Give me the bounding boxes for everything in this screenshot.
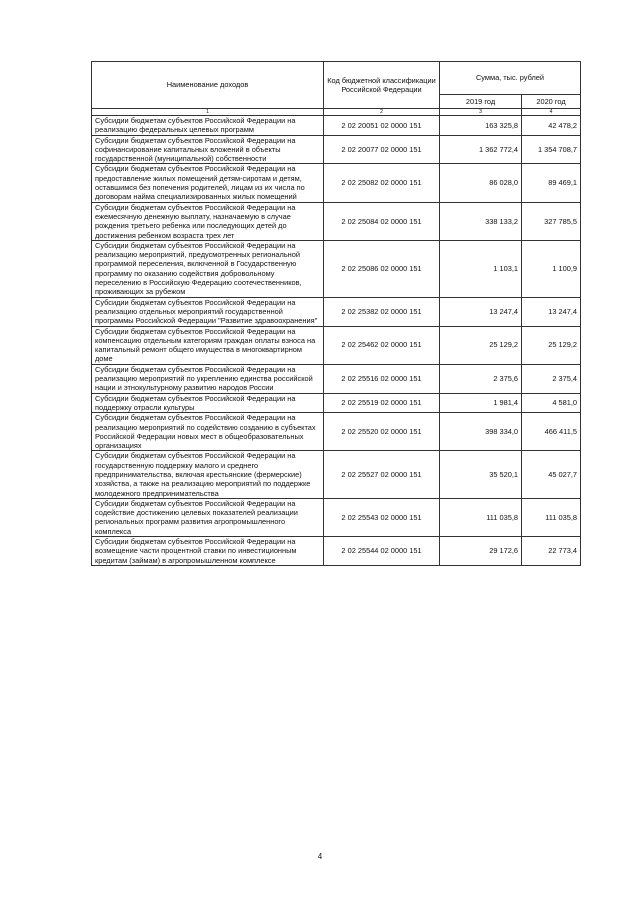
table-row (92, 498, 581, 536)
table-row (92, 451, 581, 498)
income-name: Субсидии бюджетам субъектов Российской Федерации на реализацию мероприятий по содействию созданию в субъектах Российской Федерации новых мест в общеобразовательных организациях (92, 413, 324, 451)
income-name: Субсидии бюджетам субъектов Российской Федерации на содействие достижению целевых показателей реализации региональных программ развития агропромышленного комплекса (92, 498, 324, 536)
amount-2020: 42 478,2 (522, 116, 581, 136)
header-code: Код бюджетной классификации Российской Федерации (324, 62, 440, 109)
table-row (92, 364, 581, 393)
budget-code: 2 02 25519 02 0000 151 (324, 393, 440, 413)
amount-2019: 338 133,2 (440, 202, 522, 240)
budget-code: 2 02 25084 02 0000 151 (324, 202, 440, 240)
amount-2019: 398 334,0 (440, 413, 522, 451)
amount-2020: 89 469,1 (522, 164, 581, 202)
amount-2019: 1 981,4 (440, 393, 522, 413)
amount-2019: 1 103,1 (440, 240, 522, 297)
table-row (92, 202, 581, 240)
amount-2020: 13 247,4 (522, 297, 581, 326)
amount-2019: 13 247,4 (440, 297, 522, 326)
column-index-row (92, 109, 581, 116)
revenue-table (91, 61, 581, 566)
amount-2020: 25 129,2 (522, 326, 581, 364)
table-row (92, 297, 581, 326)
table-row (92, 393, 581, 413)
table-row (92, 164, 581, 202)
income-name: Субсидии бюджетам субъектов Российской Федерации на реализацию федеральных целевых программ (92, 116, 324, 136)
amount-2020: 111 035,8 (522, 498, 581, 536)
header-year-2020: 2020 год (522, 95, 581, 109)
amount-2019: 35 520,1 (440, 451, 522, 498)
table-row (92, 326, 581, 364)
budget-code: 2 02 25086 02 0000 151 (324, 240, 440, 297)
income-name: Субсидии бюджетам субъектов Российской Федерации на реализацию мероприятий по укреплению единства российской нации и этнокультурному развитию народов России (92, 364, 324, 393)
header-row (92, 62, 581, 95)
table-row (92, 240, 581, 297)
amount-2019: 2 375,6 (440, 364, 522, 393)
income-name: Субсидии бюджетам субъектов Российской Федерации на ежемесячную денежную выплату, назначаемую в случае рождения третьего ребенка или последующих детей до достижения ребенком возраста трех лет (92, 202, 324, 240)
amount-2020: 1 354 708,7 (522, 135, 581, 164)
budget-code: 2 02 25527 02 0000 151 (324, 451, 440, 498)
amount-2019: 25 129,2 (440, 326, 522, 364)
table-row (92, 537, 581, 566)
budget-code: 2 02 20077 02 0000 151 (324, 135, 440, 164)
table-row (92, 413, 581, 451)
budget-code: 2 02 25382 02 0000 151 (324, 297, 440, 326)
amount-2020: 327 785,5 (522, 202, 581, 240)
budget-code: 2 02 20051 02 0000 151 (324, 116, 440, 136)
column-index: 1 (92, 109, 324, 116)
income-name: Субсидии бюджетам субъектов Российской Федерации на предоставление жилых помещений детям-сиротам и детям, оставшимся без попечения родителей, лицам из их числа по договорам найма специализированных жилых помещений (92, 164, 324, 202)
header-name: Наименование доходов (92, 62, 324, 109)
income-name: Субсидии бюджетам субъектов Российской Федерации на государственную поддержку малого и среднего предпринимательства, включая крестьянские (фермерские) хозяйства, а также на реализацию мероприятий по поддержке молодежного предпринимательства (92, 451, 324, 498)
budget-code: 2 02 25082 02 0000 151 (324, 164, 440, 202)
amount-2019: 29 172,6 (440, 537, 522, 566)
amount-2020: 45 027,7 (522, 451, 581, 498)
amount-2020: 466 411,5 (522, 413, 581, 451)
amount-2019: 163 325,8 (440, 116, 522, 136)
income-name: Субсидии бюджетам субъектов Российской Федерации на софинансирование капитальных вложений в объекты государственной (муниципальной) собственности (92, 135, 324, 164)
amount-2019: 86 028,0 (440, 164, 522, 202)
income-name: Субсидии бюджетам субъектов Российской Федерации на компенсацию отдельным категориям граждан оплаты взноса на капитальный ремонт общего имущества в многоквартирном доме (92, 326, 324, 364)
amount-2019: 111 035,8 (440, 498, 522, 536)
page-number: 4 (317, 852, 323, 861)
table-row (92, 135, 581, 164)
income-name: Субсидии бюджетам субъектов Российской Федерации на возмещение части процентной ставки по инвестиционным кредитам (займам) в агропромышленном комплексе (92, 537, 324, 566)
column-index: 2 (324, 109, 440, 116)
budget-code: 2 02 25520 02 0000 151 (324, 413, 440, 451)
budget-code: 2 02 25544 02 0000 151 (324, 537, 440, 566)
header-year-2019: 2019 год (440, 95, 522, 109)
amount-2020: 1 100,9 (522, 240, 581, 297)
income-name: Субсидии бюджетам субъектов Российской Федерации на поддержку отрасли культуры (92, 393, 324, 413)
amount-2019: 1 362 772,4 (440, 135, 522, 164)
column-index: 3 (440, 109, 522, 116)
column-index: 4 (522, 109, 581, 116)
table-row (92, 116, 581, 136)
amount-2020: 2 375,4 (522, 364, 581, 393)
income-name: Субсидии бюджетам субъектов Российской Федерации на реализацию отдельных мероприятий государственной программы Российской Федерации "Развитие здравоохранения" (92, 297, 324, 326)
budget-code: 2 02 25543 02 0000 151 (324, 498, 440, 536)
income-name: Субсидии бюджетам субъектов Российской Федерации на реализацию мероприятий, предусмотренных региональной программой переселения, включенной в Государственную программу по оказанию содействия добровольному переселению в Российскую Федерацию соотечественников, проживающих за рубежом (92, 240, 324, 297)
budget-code: 2 02 25462 02 0000 151 (324, 326, 440, 364)
amount-2020: 4 581,0 (522, 393, 581, 413)
header-sum: Сумма, тыс. рублей (440, 62, 581, 95)
budget-code: 2 02 25516 02 0000 151 (324, 364, 440, 393)
amount-2020: 22 773,4 (522, 537, 581, 566)
